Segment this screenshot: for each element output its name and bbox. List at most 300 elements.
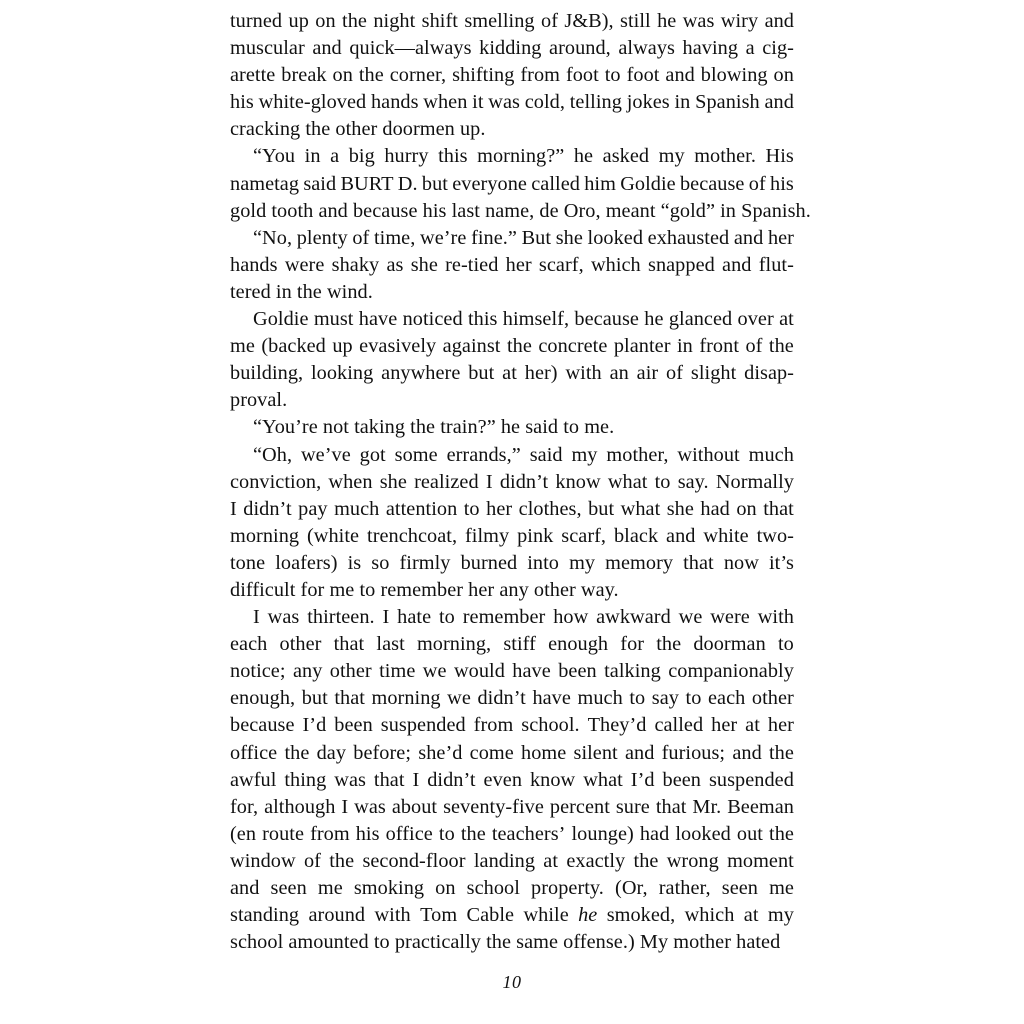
text-line: tered in the wind. bbox=[230, 280, 373, 303]
word: and bbox=[666, 524, 696, 547]
word: on bbox=[773, 64, 794, 87]
paragraph bbox=[230, 442, 794, 605]
word bbox=[578, 902, 597, 929]
word: awkward bbox=[596, 606, 671, 629]
word: snapped bbox=[648, 253, 715, 276]
word: burned bbox=[460, 551, 518, 574]
word: landing bbox=[473, 849, 536, 872]
word: noticed bbox=[402, 308, 463, 331]
word: disap- bbox=[744, 362, 794, 385]
word: looking bbox=[310, 362, 374, 385]
word: jokes bbox=[626, 91, 670, 114]
word: pay bbox=[298, 497, 328, 520]
word: having bbox=[682, 37, 739, 60]
text-line bbox=[230, 469, 794, 496]
word: the bbox=[342, 10, 367, 32]
text-line bbox=[230, 35, 794, 62]
word: to bbox=[438, 822, 455, 845]
text-line bbox=[230, 794, 794, 821]
text-line: gold tooth and because his last name, de Oro, meant “gold” in Spanish. bbox=[230, 199, 811, 222]
word: big bbox=[348, 145, 375, 168]
word: didn’t bbox=[243, 497, 292, 520]
word: didn’t bbox=[427, 768, 476, 791]
word: seventy-five bbox=[443, 795, 544, 818]
word: loafers) bbox=[275, 551, 338, 574]
word: each bbox=[707, 687, 746, 710]
word: which bbox=[684, 904, 735, 927]
word: clothes, bbox=[518, 497, 582, 520]
word: school bbox=[466, 877, 520, 899]
word: memory bbox=[605, 551, 674, 574]
word: but bbox=[588, 497, 615, 520]
text-line bbox=[230, 306, 794, 333]
word: that bbox=[334, 687, 365, 710]
word: corner, bbox=[389, 64, 447, 87]
word: BURT bbox=[340, 172, 394, 195]
word: the bbox=[769, 741, 794, 764]
word: was bbox=[488, 91, 520, 114]
word: re-tied bbox=[445, 253, 499, 276]
word: suspended bbox=[380, 714, 466, 737]
word: to bbox=[629, 687, 646, 710]
word: that bbox=[683, 551, 714, 574]
word: of bbox=[541, 10, 558, 32]
word: to bbox=[685, 687, 702, 710]
emphasis-text: he bbox=[578, 904, 598, 927]
word: my bbox=[658, 145, 685, 168]
word: have bbox=[512, 660, 551, 683]
word: of bbox=[748, 172, 766, 195]
word: her bbox=[505, 253, 532, 276]
word: each bbox=[230, 633, 268, 656]
word: my bbox=[767, 904, 794, 927]
word: notice; bbox=[230, 660, 286, 683]
word: the bbox=[769, 822, 794, 845]
word: window bbox=[230, 849, 296, 872]
word: hate bbox=[397, 606, 432, 629]
word: how bbox=[553, 606, 589, 629]
word: Goldie bbox=[253, 308, 309, 331]
word: standing bbox=[230, 904, 300, 927]
word: on bbox=[315, 10, 336, 32]
word: Beeman bbox=[727, 795, 794, 818]
word: I bbox=[412, 768, 420, 791]
word: shaky bbox=[331, 253, 380, 276]
word: what bbox=[620, 497, 661, 520]
word: on bbox=[332, 64, 353, 87]
text-line bbox=[230, 712, 794, 739]
word: we bbox=[678, 606, 703, 629]
word: called bbox=[654, 714, 704, 737]
word: seen bbox=[721, 877, 758, 899]
word: other bbox=[329, 660, 372, 683]
word: morning bbox=[230, 524, 300, 547]
word: glanced bbox=[668, 308, 733, 331]
word: because bbox=[230, 714, 295, 737]
word: got bbox=[359, 443, 386, 466]
word: but bbox=[468, 362, 495, 385]
word: a bbox=[745, 37, 755, 60]
word: in bbox=[304, 145, 321, 168]
word: kidding bbox=[479, 37, 542, 60]
word: morning?” bbox=[477, 145, 565, 168]
word: silent bbox=[573, 741, 618, 764]
word: morning, bbox=[416, 633, 492, 656]
word: rather, bbox=[658, 877, 711, 899]
word: around, bbox=[549, 37, 611, 60]
word: I bbox=[341, 795, 349, 818]
word: against bbox=[442, 335, 501, 358]
word: talking bbox=[604, 660, 661, 683]
word: home bbox=[521, 741, 567, 764]
word: last bbox=[376, 633, 405, 656]
word: hands bbox=[230, 253, 278, 276]
word: scarf, bbox=[538, 253, 584, 276]
word: I’d bbox=[302, 714, 327, 737]
text-line bbox=[230, 550, 794, 577]
text-line bbox=[230, 740, 794, 767]
word: the bbox=[633, 849, 659, 872]
word: stiff bbox=[503, 633, 536, 656]
word: D. bbox=[397, 172, 418, 195]
paragraph bbox=[230, 604, 794, 956]
word: at bbox=[502, 362, 517, 385]
word: this bbox=[467, 308, 498, 331]
text-line bbox=[230, 143, 794, 170]
word: morning bbox=[371, 687, 441, 710]
word: still bbox=[620, 10, 651, 32]
text-line bbox=[230, 685, 794, 712]
word: me bbox=[317, 877, 343, 899]
word: know bbox=[529, 768, 576, 791]
word: of bbox=[666, 362, 684, 385]
word: “You bbox=[253, 145, 296, 168]
word: companionably bbox=[668, 660, 794, 683]
word: she bbox=[666, 497, 694, 520]
word: always bbox=[618, 37, 675, 60]
word: said bbox=[303, 172, 337, 195]
word: an bbox=[609, 362, 629, 385]
word: that bbox=[763, 497, 794, 520]
text-line bbox=[230, 604, 794, 631]
word: is bbox=[347, 551, 362, 574]
paragraph bbox=[230, 225, 794, 306]
word: mother. bbox=[694, 145, 756, 168]
word: that bbox=[373, 768, 405, 791]
word: to bbox=[463, 497, 480, 520]
word: front bbox=[699, 335, 740, 358]
word: from bbox=[310, 822, 350, 845]
paragraph bbox=[230, 8, 794, 143]
word: to bbox=[654, 470, 671, 493]
text-line bbox=[230, 333, 794, 360]
word: trenchcoat, bbox=[367, 524, 458, 547]
word: two- bbox=[756, 524, 794, 547]
word: evasively bbox=[359, 335, 437, 358]
word: looked bbox=[587, 226, 644, 249]
text-line: proval. bbox=[230, 389, 288, 412]
text-line bbox=[230, 631, 794, 658]
word: he bbox=[644, 308, 664, 331]
word: enough, bbox=[230, 687, 296, 710]
word: air bbox=[636, 362, 659, 385]
word: and bbox=[665, 64, 695, 87]
word: turned bbox=[230, 10, 283, 32]
word: looked bbox=[675, 822, 731, 845]
word: and bbox=[764, 91, 794, 114]
word: office bbox=[230, 741, 278, 764]
word: called bbox=[531, 172, 580, 195]
word: him bbox=[584, 172, 616, 195]
word: pink bbox=[517, 524, 554, 547]
word: but bbox=[301, 687, 328, 710]
word: (en bbox=[230, 822, 257, 845]
word: what bbox=[583, 768, 623, 791]
word: slight bbox=[690, 362, 737, 385]
word: been bbox=[558, 660, 597, 683]
word: anywhere bbox=[381, 362, 461, 385]
word: to bbox=[777, 633, 794, 656]
word: sure bbox=[615, 795, 650, 818]
word: been bbox=[334, 714, 373, 737]
word: she bbox=[410, 253, 438, 276]
word: flut- bbox=[758, 253, 794, 276]
word: nametag bbox=[230, 172, 300, 195]
word: arette bbox=[230, 64, 276, 87]
word: of bbox=[745, 335, 763, 358]
word: was bbox=[354, 795, 386, 818]
word: other bbox=[751, 687, 794, 710]
word: he bbox=[573, 145, 594, 168]
word: cig- bbox=[762, 37, 794, 60]
text-line bbox=[230, 496, 794, 523]
text-line bbox=[230, 821, 794, 848]
word: enough bbox=[548, 633, 609, 656]
word: His bbox=[765, 145, 794, 168]
word: Cable bbox=[466, 904, 515, 927]
word: asked bbox=[602, 145, 650, 168]
word: (Or, bbox=[615, 877, 648, 899]
word: because bbox=[679, 172, 745, 195]
word: I bbox=[382, 606, 390, 629]
word: the bbox=[284, 741, 310, 764]
word: Mr. bbox=[692, 795, 722, 818]
text-line bbox=[230, 902, 794, 929]
word: plenty bbox=[296, 226, 348, 249]
word: into bbox=[527, 551, 560, 574]
word: foot bbox=[565, 64, 599, 87]
word: and bbox=[312, 37, 342, 60]
word: up bbox=[332, 335, 353, 358]
word: Normally bbox=[715, 470, 794, 493]
word: didn’t bbox=[477, 687, 526, 710]
word: cold, bbox=[524, 91, 565, 114]
text-line bbox=[230, 658, 794, 685]
word: a bbox=[330, 145, 340, 168]
word: school. bbox=[521, 714, 580, 737]
word: so bbox=[371, 551, 390, 574]
word: said bbox=[529, 443, 563, 466]
word: “No, bbox=[253, 226, 293, 249]
word: say bbox=[651, 687, 679, 710]
word: conviction, bbox=[230, 470, 322, 493]
word: (backed bbox=[261, 335, 326, 358]
word: building, bbox=[230, 362, 304, 385]
word: we’re bbox=[420, 226, 467, 249]
word: he bbox=[657, 10, 677, 32]
word: hands bbox=[370, 91, 419, 114]
word: didn’t bbox=[499, 470, 549, 493]
word: in bbox=[676, 335, 693, 358]
word: (white bbox=[306, 524, 360, 547]
word: had bbox=[700, 497, 730, 520]
text-line bbox=[230, 171, 794, 198]
word: foot bbox=[626, 64, 660, 87]
word: have bbox=[358, 308, 398, 331]
word: second-floor bbox=[362, 849, 466, 872]
word: remember bbox=[462, 606, 546, 629]
word: “Oh, bbox=[253, 443, 293, 466]
word: the bbox=[656, 633, 682, 656]
word: exactly bbox=[566, 849, 626, 872]
word: know bbox=[555, 470, 601, 493]
text-line bbox=[230, 225, 794, 252]
word: my bbox=[569, 551, 596, 574]
word: They’d bbox=[587, 714, 647, 737]
word: shifting bbox=[452, 64, 515, 87]
word: that bbox=[333, 633, 365, 656]
word: night bbox=[373, 10, 416, 32]
word: tone bbox=[230, 551, 266, 574]
word: she bbox=[379, 470, 407, 493]
text-line bbox=[230, 252, 794, 279]
word: at bbox=[779, 308, 794, 331]
word: her bbox=[767, 714, 794, 737]
word: with bbox=[757, 606, 794, 629]
word: firmly bbox=[399, 551, 451, 574]
word: hurry bbox=[384, 145, 429, 168]
word: me bbox=[769, 877, 794, 899]
word: lounge) bbox=[571, 822, 634, 845]
word: while bbox=[523, 904, 569, 927]
word: now bbox=[723, 551, 759, 574]
word: break bbox=[281, 64, 327, 87]
word: much bbox=[748, 443, 794, 466]
word: exhausted bbox=[647, 226, 730, 249]
word: doorman bbox=[693, 633, 766, 656]
word: it’s bbox=[768, 551, 794, 574]
word: was bbox=[267, 606, 300, 629]
word: fine.” bbox=[471, 226, 517, 249]
word: mother, bbox=[606, 443, 669, 466]
word: Tom bbox=[420, 904, 458, 927]
word: with bbox=[374, 904, 411, 927]
word: I’d bbox=[630, 768, 655, 791]
text-line: “You’re not taking the train?” he said to me. bbox=[253, 416, 615, 439]
word: her bbox=[767, 226, 794, 249]
word: the bbox=[768, 335, 794, 358]
word: for bbox=[620, 633, 645, 656]
word: were bbox=[710, 606, 750, 629]
word: we bbox=[422, 660, 447, 683]
word: office bbox=[385, 822, 433, 845]
paragraph bbox=[230, 143, 811, 224]
word: his bbox=[355, 822, 380, 845]
word: of bbox=[303, 849, 321, 872]
word: planter bbox=[613, 335, 671, 358]
word: Goldie bbox=[620, 172, 676, 195]
text-line: school amounted to practically the same offense.) My mother hated bbox=[230, 931, 781, 954]
word: was bbox=[682, 10, 715, 32]
word: my bbox=[571, 443, 598, 466]
word: time, bbox=[373, 226, 416, 249]
paragraph bbox=[230, 306, 794, 414]
word: awful bbox=[230, 768, 277, 791]
word: thing bbox=[284, 768, 327, 791]
word: everyone bbox=[452, 172, 527, 195]
word: scarf, bbox=[561, 524, 607, 547]
word: and bbox=[732, 741, 762, 764]
word: on bbox=[435, 877, 456, 899]
word: I bbox=[253, 606, 260, 629]
word: to bbox=[439, 606, 455, 629]
word: up bbox=[288, 10, 309, 32]
word: I bbox=[485, 470, 493, 493]
word: over bbox=[737, 308, 774, 331]
word: much bbox=[577, 687, 623, 710]
word: to bbox=[604, 64, 621, 87]
word: for, bbox=[230, 795, 259, 818]
word: we’ve bbox=[300, 443, 351, 466]
word: black bbox=[613, 524, 659, 547]
word: seen bbox=[270, 877, 307, 899]
word: some bbox=[394, 443, 438, 466]
word: route bbox=[262, 822, 305, 845]
word: white bbox=[703, 524, 749, 547]
word: teachers’ bbox=[491, 822, 566, 845]
word: her) bbox=[524, 362, 558, 385]
word: concrete bbox=[538, 335, 608, 358]
word: at bbox=[745, 714, 760, 737]
word: she bbox=[555, 226, 583, 249]
word: white-gloved bbox=[258, 91, 367, 114]
word: what bbox=[607, 470, 648, 493]
word: although bbox=[264, 795, 336, 818]
word: and bbox=[764, 10, 794, 32]
word: would bbox=[453, 660, 505, 683]
word: time bbox=[379, 660, 416, 683]
word: telling bbox=[569, 91, 622, 114]
word: without bbox=[677, 443, 740, 466]
word: come bbox=[469, 741, 514, 764]
word: out bbox=[736, 822, 763, 845]
word: realized bbox=[414, 470, 479, 493]
word: about bbox=[391, 795, 438, 818]
word: Spanish bbox=[695, 91, 760, 114]
word: quick—always bbox=[349, 37, 472, 60]
word: it bbox=[472, 91, 484, 114]
text-line bbox=[230, 848, 794, 875]
word: this bbox=[438, 145, 468, 168]
word: at bbox=[543, 849, 559, 872]
word: and bbox=[230, 877, 260, 899]
word: attention bbox=[385, 497, 458, 520]
text-line bbox=[230, 360, 794, 387]
word: blowing bbox=[700, 64, 768, 87]
word: smoked, bbox=[606, 904, 676, 927]
word: the bbox=[358, 64, 384, 87]
word: But bbox=[521, 226, 552, 249]
